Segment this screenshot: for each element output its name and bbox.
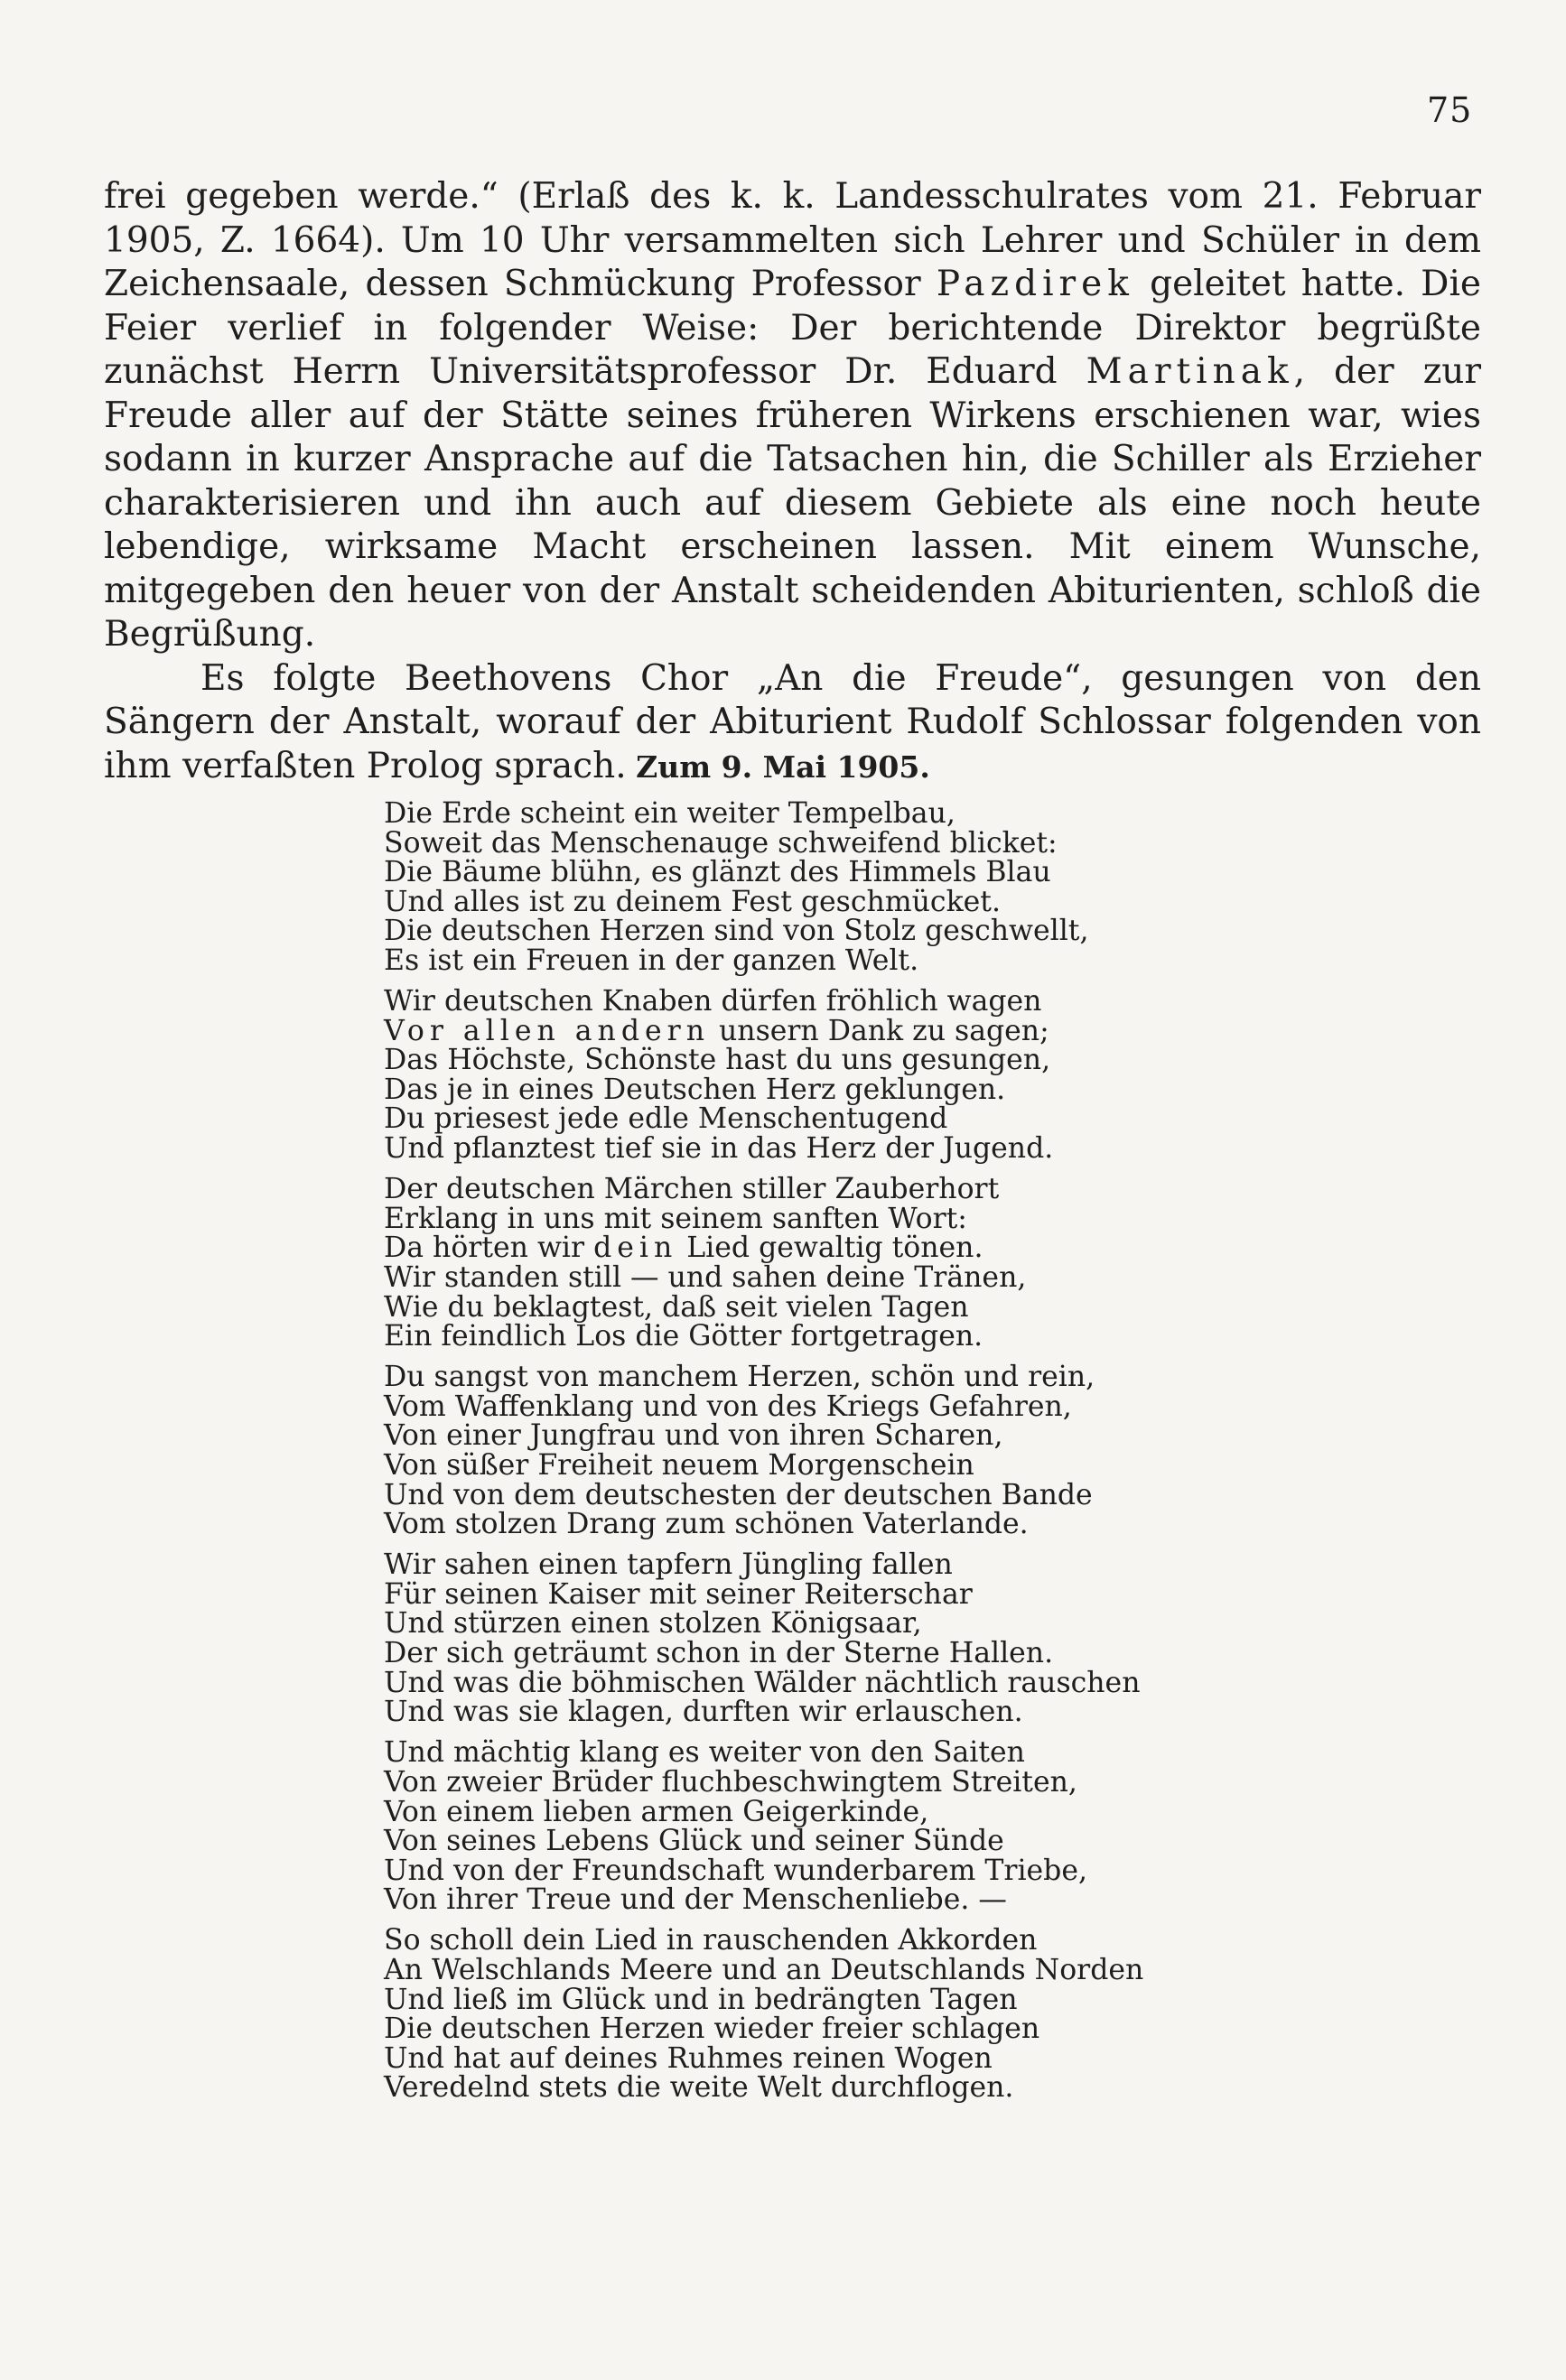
verse-line: Von seines Lebens Glück und seiner Sünde (384, 1825, 1004, 1858)
verse-line: Wir deutschen Knaben dürfen fröhlich wagen (384, 985, 1042, 1018)
verse-line: Vom Waffenklang und von des Kriegs Gefahren, (384, 1390, 1072, 1423)
verse-line: Der sich geträumt schon in der Sterne Hallen. (384, 1637, 1054, 1670)
verse-line: Wir standen still — und sahen deine Tränen, (384, 1260, 1027, 1294)
stanza (384, 1175, 1287, 1352)
verse-text: Lied gewaltig tönen. (677, 1232, 983, 1265)
verse-line: Das je in eines Deutschen Herz geklungen. (384, 1073, 1006, 1106)
name-pazdirek: Pazdirek (936, 264, 1134, 304)
verse-line: Von ihrer Treue und der Menschenliebe. — (384, 1883, 1007, 1917)
verse-line: An Welschlands Meere und an Deutschlands Norden (384, 1953, 1144, 1986)
stanza (384, 987, 1287, 1164)
verse-line: Von einem lieben armen Geigerkinde, (384, 1795, 929, 1828)
verse-line: Und pflanztest tief sie in das Herz der Jugend. (384, 1132, 1054, 1166)
verse-line: Vom stolzen Drang zum schönen Vaterlande. (384, 1508, 1029, 1541)
stanza (384, 1362, 1287, 1539)
verse-line: Von einer Jungfrau und von ihren Scharen, (384, 1419, 1003, 1453)
verse-line: Und was die böhmischen Wälder nächtlich rauschen (384, 1666, 1141, 1699)
verse-line: Und was sie klagen, durften wir erlauschen. (384, 1696, 1023, 1729)
verse-line: Soweit das Menschenauge schweifend blicket: (384, 826, 1058, 860)
verse-line: Und von dem deutschesten der deutschen Bande (384, 1478, 1093, 1511)
verse-emphasis: dein (593, 1232, 678, 1265)
verse-line: Und alles ist zu deinem Fest geschmücket. (384, 885, 1001, 918)
paragraph-intro-part-2: geleitet hatte. Die Feier verlief in folgender Weise: Der berichtende Direktor begrüßte zunächst Herrn Universitätsprofessor Dr. Eduard (104, 264, 1481, 392)
verse-line: Und stürzen einen stolzen Königsaar, (384, 1607, 922, 1641)
paragraph-intro-part-1: frei gegeben werde.“ (Erlaß des k. k. Landesschulrates vom 21. Februar 1905, Z. 1664). Um 10 Uhr versammelten sich Lehrer und Schüler in dem Zeichensaale, dessen Schmückung Professor (104, 176, 1481, 304)
paragraph-intro (104, 175, 1481, 657)
poem-title: Zum 9. Mai 1905. (636, 749, 930, 785)
verse-text: unsern Dank zu sagen; (709, 1014, 1049, 1047)
verse-line: Die Bäume blühn, es glänzt des Himmels Blau (384, 856, 1051, 889)
verse-line: Die Erde scheint ein weiter Tempelbau, (384, 797, 955, 830)
stanza (384, 799, 1287, 976)
verse-line: Das Höchste, Schönste hast du uns gesungen, (384, 1044, 1051, 1077)
verse-line: Der deutschen Märchen stiller Zauberhort (384, 1173, 1000, 1206)
verse-line: Es ist ein Freuen in der ganzen Welt. (384, 944, 919, 977)
verse-emphasis: Vor allen andern (384, 1014, 710, 1047)
prose-section (104, 175, 1481, 788)
verse-line (384, 1014, 1287, 1047)
stanza (384, 1738, 1287, 1915)
verse-line (384, 1233, 1287, 1263)
verse-line: Von süßer Freiheit neuem Morgenschein (384, 1448, 974, 1482)
verse-line: So scholl dein Lied in rauschenden Akkorden (384, 1924, 1038, 1957)
verse-line: Wir sahen einen tapfern Jüngling fallen (384, 1548, 953, 1582)
paragraph-prolog-intro: Es folgte Beethovens Chor „An die Freude“, gesungen von den Sängern der Anstalt, worauf der Abiturient Rudolf Schlossar folgenden von ihm verfaßten Prolog sprach. (104, 657, 1481, 786)
verse-line: Die deutschen Herzen sind von Stolz geschwellt, (384, 915, 1089, 948)
verse-line: Du sangst von manchem Herzen, schön und rein, (384, 1361, 1095, 1394)
verse-line: Die deutschen Herzen wieder freier schlagen (384, 2013, 1040, 2046)
verse-line: Und von der Freundschaft wunderbarem Triebe, (384, 1854, 1087, 1887)
verse-line: Veredelnd stets die weite Welt durchflogen. (384, 2071, 1014, 2105)
verse-line: Ein feindlich Los die Götter fortgetragen. (384, 1320, 983, 1353)
poem (384, 799, 1287, 2114)
verse-line: Für seinen Kaiser mit seiner Reiterschar (384, 1577, 973, 1611)
verse-line: Von zweier Brüder fluchbeschwingtem Streiten, (384, 1765, 1077, 1799)
paragraph-intro-part-3: , der zur Freude aller auf der Stätte seines früheren Wirkens erschienen war, wies sodann in kurzer Ansprache auf die Tatsachen hin, die Schiller als Erzieher charakterisieren und ihn auch auf diesem Gebiete als eine noch heute lebendige, wirksame Macht erscheinen lassen. Mit einem Wunsche, mitgegeben den heuer von der Anstalt scheidenden Abiturienten, schloß die Begrüßung. (104, 351, 1481, 655)
page-number: 75 (1427, 90, 1473, 130)
verse-line: Wie du beklagtest, daß seit vielen Tagen (384, 1290, 969, 1324)
verse-line: Erklang in uns mit seinem sanften Wort: (384, 1202, 967, 1235)
verse-line: Und mächtig klang es weiter von den Saiten (384, 1736, 1025, 1770)
stanza (384, 1926, 1287, 2103)
name-martinak: Martinak (1086, 351, 1294, 392)
verse-line: Du priesest jede edle Menschentugend (384, 1102, 948, 1136)
verse-line: Und ließ im Glück und in bedrängten Tagen (384, 1983, 1018, 2016)
verse-text: Da hörten wir (384, 1232, 594, 1265)
verse-line: Und hat auf deines Ruhmes reinen Wogen (384, 2041, 993, 2075)
stanza (384, 1550, 1287, 1727)
